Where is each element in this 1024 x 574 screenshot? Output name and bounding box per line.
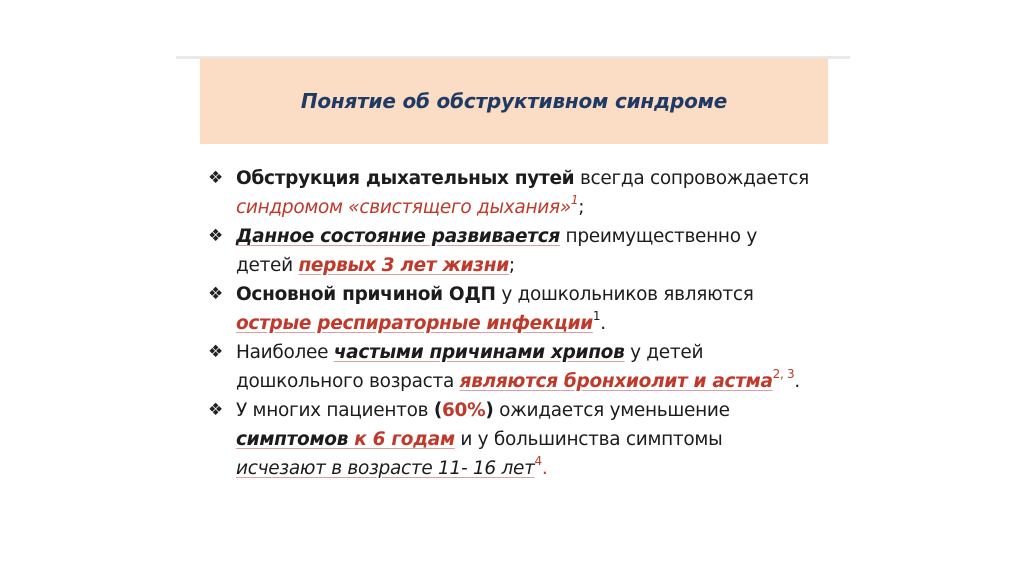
bullet-diamond-icon: ❖ bbox=[208, 168, 223, 188]
item-2-text: преимущественно у bbox=[559, 226, 757, 247]
item-1-text: всегда сопровождается bbox=[574, 168, 809, 189]
item-5-paren-close: ) bbox=[485, 400, 494, 421]
item-3-text: у дошкольников являются bbox=[495, 284, 754, 305]
item-5-punct: . bbox=[541, 458, 548, 479]
list-item bbox=[208, 338, 848, 396]
item-3-footnote: 1 bbox=[592, 308, 601, 323]
item-5-paren-open: ( bbox=[433, 400, 442, 421]
item-4-text: Наиболее bbox=[236, 342, 334, 363]
bullet-list bbox=[208, 164, 848, 483]
item-5-text: У многих пациентов bbox=[236, 400, 434, 421]
item-2-red-text: первых 3 лет жизни bbox=[298, 255, 509, 276]
bullet-diamond-icon: ❖ bbox=[208, 226, 223, 246]
item-3-punct: . bbox=[600, 313, 606, 334]
item-3-red-text: острые респираторные инфекции bbox=[236, 313, 593, 334]
item-3-bold-text: Основной причиной ОДП bbox=[236, 284, 496, 305]
item-4-red-text: являются бронхиолит и астма bbox=[459, 371, 773, 392]
item-5-percent: 60% bbox=[441, 400, 486, 421]
item-1-footnote: 1 bbox=[570, 192, 579, 207]
item-5-text-3: и у большинства симптомы bbox=[454, 429, 723, 450]
item-4-punct: . bbox=[794, 371, 800, 392]
bullet-diamond-icon: ❖ bbox=[208, 342, 223, 362]
item-4-text-3: дошкольного возраста bbox=[236, 371, 460, 392]
item-2-text-2: детей bbox=[236, 255, 299, 276]
item-1-punct: ; bbox=[578, 197, 585, 218]
item-4-footnote: 2, 3 bbox=[772, 366, 795, 381]
item-2-bold-text: Данное состояние развивается bbox=[236, 226, 560, 247]
list-item bbox=[208, 280, 848, 338]
item-5-italic-text: исчезают в возрасте 11- 16 лет bbox=[236, 458, 535, 479]
item-5-red-text: к 6 годам bbox=[348, 429, 455, 450]
slide bbox=[176, 56, 850, 536]
bullet-diamond-icon: ❖ bbox=[208, 284, 223, 304]
bullet-diamond-icon: ❖ bbox=[208, 400, 223, 420]
list-item bbox=[208, 164, 848, 222]
title-banner bbox=[200, 58, 828, 144]
item-5-bold-text: симптомов bbox=[236, 429, 349, 450]
item-4-text-2: у детей bbox=[624, 342, 704, 363]
item-5-text-2: ожидается уменьшение bbox=[493, 400, 730, 421]
item-4-bold-text: частыми причинами хрипов bbox=[333, 342, 625, 363]
item-1-red-text: синдромом «свистящего дыхания» bbox=[236, 197, 571, 218]
list-item bbox=[208, 222, 848, 280]
list-item bbox=[208, 396, 848, 483]
item-1-bold-text: Обструкция дыхательных путей bbox=[236, 168, 575, 189]
item-2-punct: ; bbox=[508, 255, 515, 276]
slide-title: Понятие об обструктивном синдроме bbox=[300, 89, 728, 113]
item-5-footnote: 4 bbox=[534, 453, 542, 468]
